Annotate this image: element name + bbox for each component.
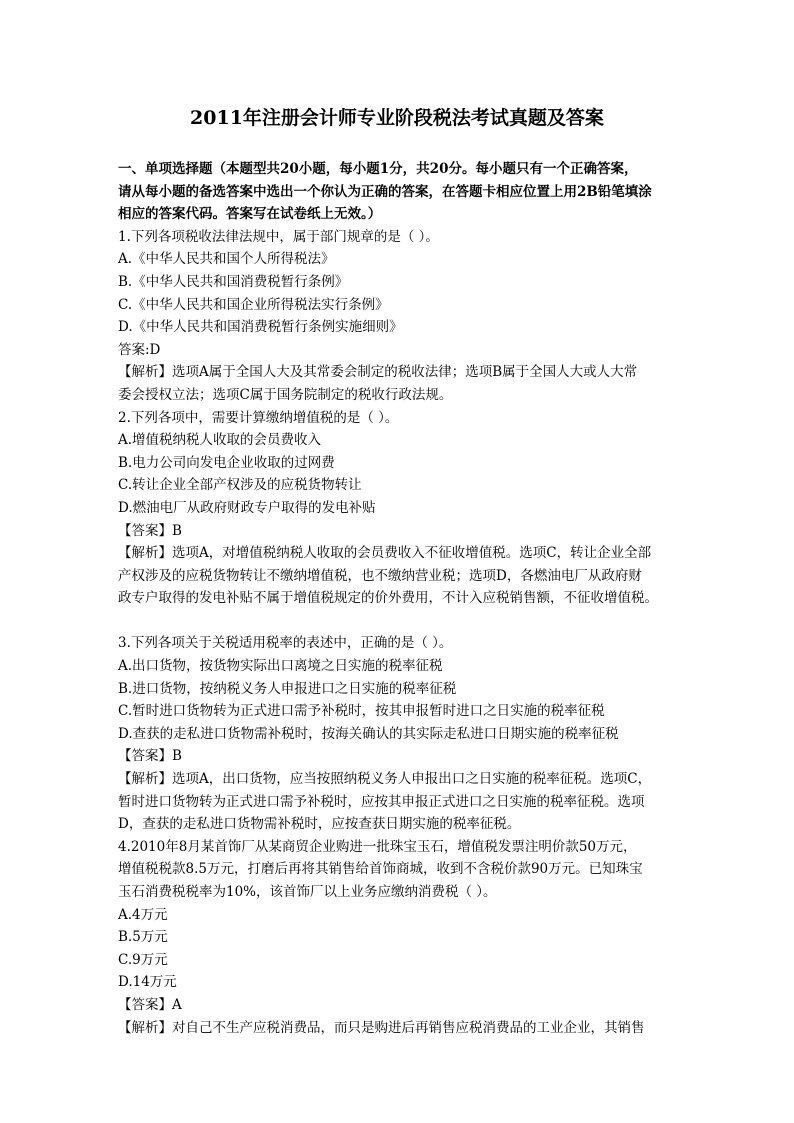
explanation-line: 政专户取得的发电补贴不属于增值税规定的价外费用，不计入应税销售额，不征收增值税。 (118, 590, 658, 607)
explanation-line: 【解析】选项A，出口货物，应当按照纳税义务人申报出口之日实施的税率征税。选项C， (118, 771, 652, 788)
explanation-line: 【解析】选项A属于全国人大及其常委会制定的税收法律；选项B属于全国人大或人大常 (118, 364, 638, 381)
option-b: B.5万元 (118, 929, 168, 946)
explanation-line: D，查获的走私进口货物需补税时，应按查获日期实施的税率征税。 (118, 816, 521, 833)
option-a: A.出口货物，按货物实际出口离境之日实施的税率征税 (118, 658, 443, 675)
option-d: D.《中华人民共和国消费税暂行条例实施细则》 (118, 319, 403, 336)
question-2 (118, 407, 688, 610)
explanation-line: 【解析】选项A，对增值税纳税人收取的会员费收入不征收增值税。选项C，转让企业全部 (118, 545, 652, 562)
page-title: 2011年注册会计师专业阶段税法考试真题及答案 (190, 107, 604, 129)
option-a: A.增值税纳税人收取的会员费收入 (118, 432, 322, 449)
question-stem: 1.下列各项税收法律法规中，属于部门规章的是（ ）。 (118, 228, 439, 245)
answer: 【答案】B (118, 748, 182, 765)
answer: 答案:D (118, 341, 161, 358)
option-b: B.进口货物，按纳税义务人申报进口之日实施的税率征税 (118, 680, 457, 697)
answer: 【答案】B (118, 522, 182, 539)
section-heading (118, 158, 688, 226)
question-stem: 4.2010年8月某首饰厂从某商贸企业购进一批珠宝玉石，增值税发票注明价款50万元， (118, 838, 637, 855)
option-c: C.转让企业全部产权涉及的应税货物转让 (118, 477, 362, 494)
section-heading-line: 请从每小题的备选答案中选出一个你认为正确的答案，在答题卡相应位置上用2B铅笔填涂 (118, 183, 652, 200)
question-4 (118, 836, 688, 1039)
document-body (118, 158, 688, 1039)
question-3 (118, 632, 688, 835)
answer: 【答案】A (118, 996, 182, 1013)
section-heading-line: 相应的答案代码。答案写在试卷纸上无效。） (118, 206, 382, 223)
explanation-line: 委会授权立法；选项C属于国务院制定的税收行政法规。 (118, 386, 453, 403)
option-c: C.《中华人民共和国企业所得税法实行条例》 (118, 296, 389, 313)
blank-line (118, 610, 688, 633)
option-b: B.电力公司向发电企业收取的过网费 (118, 454, 335, 471)
question-stem: 增值税税款8.5万元，打磨后再将其销售给首饰商城，收到不含税价款90万元。已知珠宝 (118, 861, 643, 878)
explanation-line: 【解析】对自己不生产应税消费品，而只是购进后再销售应税消费品的工业企业，其销售 (118, 1019, 645, 1036)
option-d: D.燃油电厂从政府财政专户取得的发电补贴 (118, 499, 376, 516)
option-b: B.《中华人民共和国消费税暂行条例》 (118, 273, 349, 290)
question-1 (118, 226, 688, 407)
section-heading-line: 一、单项选择题（本题型共20小题，每小题1分，共20分。每小题只有一个正确答案， (118, 161, 638, 177)
question-stem: 玉石消费税税率为10%，该首饰厂以上业务应缴纳消费税（ ）。 (118, 884, 497, 900)
option-c: C.暂时进口货物转为正式进口需予补税时，按其申报暂时进口之日实施的税率征税 (118, 703, 605, 720)
option-d: D.查获的走私进口货物需补税时，按海关确认的其实际走私进口日期实施的税率征税 (118, 725, 619, 742)
option-a: A.《中华人民共和国个人所得税法》 (118, 251, 335, 268)
explanation-line: 暂时进口货物转为正式进口需予补税时，应按其申报正式进口之日实施的税率征税。选项 (118, 793, 645, 810)
explanation-line: 产权涉及的应税货物转让不缴纳增值税，也不缴纳营业税；选项D，各燃油电厂从政府财 (118, 567, 642, 584)
option-c: C.9万元 (118, 951, 168, 968)
question-stem: 2.下列各项中，需要计算缴纳增值税的是（ ）。 (118, 409, 399, 426)
option-a: A.4万元 (118, 906, 168, 923)
option-d: D.14万元 (118, 974, 177, 991)
question-stem: 3.下列各项关于关税适用税率的表述中，正确的是（ ）。 (118, 635, 453, 652)
